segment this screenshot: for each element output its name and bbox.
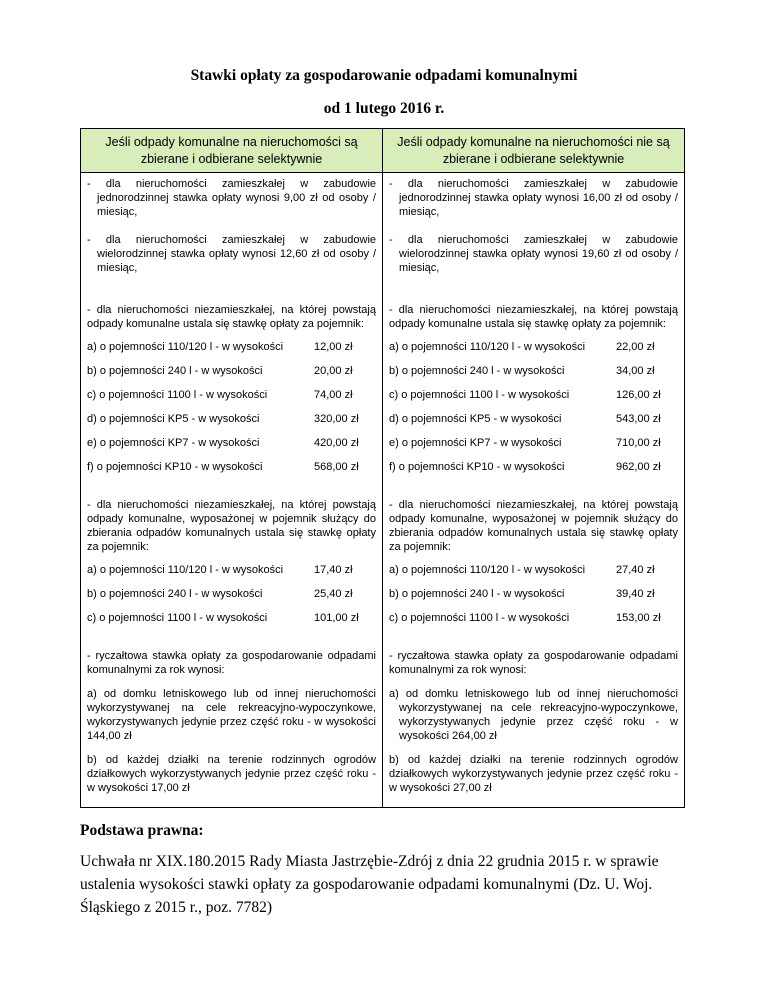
- container-label: a) o pojemności 110/120 l - w wysokości: [389, 564, 586, 576]
- left-container-list: [87, 340, 376, 474]
- right-lump-intro: - ryczałtowa stawka opłaty za gospodarowanie odpadami komunalnymi za rok wynosi:: [389, 650, 678, 676]
- header-selective: Jeśli odpady komunalne na nieruchomości są zbierane i odbierane selektywnie: [81, 129, 383, 173]
- right-equipped-intro: - dla nieruchomości niezamieszkałej, na której powstają odpady komunalne, wyposażonej w pojemnik służący do zbierania odpadów komunalnych ustala się stawkę opłaty za pojemnik:: [389, 499, 678, 553]
- document-title: Stawki opłaty za gospodarowanie odpadami komunalnymi: [190, 67, 578, 84]
- left-lump-allotment: b) od każdej działki na terenie rodzinnych ogrodów działkowych wykorzystywanych jedynie przez część roku - w wysokości 17,00 zł: [87, 754, 376, 794]
- right-container-row: [389, 388, 678, 402]
- container-label: d) o pojemności KP5 - w wysokości: [389, 413, 562, 425]
- container-label: c) o pojemności 1100 l - w wysokości: [389, 389, 570, 401]
- right-container-row: [389, 364, 678, 378]
- container-price: 39,40 zł: [616, 588, 655, 600]
- container-label: a) o pojemności 110/120 l - w wysokości: [87, 341, 284, 353]
- left-lump-cottage: a) od domku letniskowego lub od innej nieruchomości wykorzystywanej na cele rekreacyjno-wypoczynkowe, wykorzystywanych jedynie przez część roku - w wysokości 144,00 zł: [87, 688, 376, 742]
- container-label: c) o pojemności 1100 l - w wysokości: [87, 389, 268, 401]
- container-label: b) o pojemności 240 l - w wysokości: [389, 588, 565, 600]
- legal-basis-text: Uchwała nr XIX.180.2015 Rady Miasta Jastrzębie-Zdrój z dnia 22 grudnia 2015 r. w sprawie ustalenia wysokości stawki opłaty za gospodarowanie odpadami komunalnymi (Dz. U. Woj. Śląskiego z 2015 r., poz. 7782): [80, 853, 659, 916]
- container-price: 320,00 zł: [314, 413, 359, 425]
- right-container-row: [389, 412, 678, 426]
- container-price: 34,00 zł: [616, 365, 655, 377]
- container-price: 568,00 zł: [314, 461, 359, 473]
- right-equipped-row: [389, 611, 678, 625]
- right-uninhabited-intro: - dla nieruchomości niezamieszkałej, na której powstają odpady komunalne ustala się stawkę opłaty za pojemnik:: [389, 304, 678, 330]
- document-subtitle: od 1 lutego 2016 r.: [323, 100, 445, 117]
- container-label: c) o pojemności 1100 l - w wysokości: [389, 612, 570, 624]
- container-price: 74,00 zł: [314, 389, 353, 401]
- left-container-row: [87, 460, 376, 474]
- container-label: e) o pojemności KP7 - w wysokości: [389, 437, 562, 449]
- container-price: 101,00 zł: [314, 612, 359, 624]
- right-equipped-row: [389, 563, 678, 577]
- container-price: 20,00 zł: [314, 365, 353, 377]
- container-label: c) o pojemności 1100 l - w wysokości: [87, 612, 268, 624]
- container-label: b) o pojemności 240 l - w wysokości: [87, 588, 263, 600]
- left-uninhabited-intro: - dla nieruchomości niezamieszkałej, na której powstają odpady komunalne ustala się stawkę opłaty za pojemnik:: [87, 304, 376, 330]
- container-price: 17,40 zł: [314, 564, 353, 576]
- container-price: 12,00 zł: [314, 341, 353, 353]
- container-price: 22,00 zł: [616, 341, 655, 353]
- left-container-row: [87, 388, 376, 402]
- left-equipped-row: [87, 611, 376, 625]
- container-label: b) o pojemności 240 l - w wysokości: [389, 365, 565, 377]
- rates-table: [80, 128, 685, 808]
- container-price: 153,00 zł: [616, 612, 661, 624]
- header-non-selective: Jeśli odpady komunalne na nieruchomości nie są zbierane i odbierane selektywnie: [383, 129, 685, 173]
- container-label: f) o pojemności KP10 - w wysokości: [389, 461, 565, 473]
- container-label: a) o pojemności 110/120 l - w wysokości: [389, 341, 586, 353]
- right-lump-cottage: a) od domku letniskowego lub od innej nieruchomości wykorzystywanej na cele rekreacyjno-wypoczynkowe, wykorzystywanych jedynie przez część roku - w wysokości 264,00 zł: [389, 688, 678, 742]
- container-label: d) o pojemności KP5 - w wysokości: [87, 413, 260, 425]
- container-price: 27,40 zł: [616, 564, 655, 576]
- right-lump-allotment: b) od każdej działki na terenie rodzinnych ogrodów działkowych wykorzystywanych jedynie przez część roku - w wysokości 27,00 zł: [389, 754, 678, 794]
- right-container-list: [389, 340, 678, 474]
- left-equipped-row: [87, 587, 376, 601]
- container-price: 126,00 zł: [616, 389, 661, 401]
- left-equipped-row: [87, 563, 376, 577]
- right-equipped-row: [389, 587, 678, 601]
- container-label: a) o pojemności 110/120 l - w wysokości: [87, 564, 284, 576]
- right-container-row: [389, 340, 678, 354]
- left-container-row: [87, 364, 376, 378]
- left-equipped-intro: - dla nieruchomości niezamieszkałej, na której powstają odpady komunalne, wyposażonej w pojemnik służący do zbierania odpadów komunalnych ustala się stawkę opłaty za pojemnik:: [87, 499, 376, 553]
- container-price: 420,00 zł: [314, 437, 359, 449]
- container-price: 25,40 zł: [314, 588, 353, 600]
- container-price: 710,00 zł: [616, 437, 661, 449]
- container-price: 962,00 zł: [616, 461, 661, 473]
- left-container-row: [87, 412, 376, 426]
- container-price: 543,00 zł: [616, 413, 661, 425]
- right-container-row: [389, 460, 678, 474]
- right-multi-family-rate: - dla nieruchomości zamieszkałej w zabudowie wielorodzinnej stawka opłaty wynosi 19,60 zł od osoby / miesiąc,: [389, 234, 678, 274]
- left-lump-intro: - ryczałtowa stawka opłaty za gospodarowanie odpadami komunalnymi za rok wynosi:: [87, 650, 376, 676]
- container-label: e) o pojemności KP7 - w wysokości: [87, 437, 260, 449]
- right-equipped-list: [389, 563, 678, 625]
- left-container-row: [87, 340, 376, 354]
- container-label: b) o pojemności 240 l - w wysokości: [87, 365, 263, 377]
- left-equipped-list: [87, 563, 376, 625]
- left-container-row: [87, 436, 376, 450]
- left-single-family-rate: - dla nieruchomości zamieszkałej w zabudowie jednorodzinnej stawka opłaty wynosi 9,00 zł od osoby / miesiąc,: [87, 178, 376, 218]
- left-multi-family-rate: - dla nieruchomości zamieszkałej w zabudowie wielorodzinnej stawka opłaty wynosi 12,60 zł od osoby / miesiąc,: [87, 234, 376, 274]
- right-container-row: [389, 436, 678, 450]
- container-label: f) o pojemności KP10 - w wysokości: [87, 461, 263, 473]
- legal-basis-heading: Podstawa prawna:: [80, 822, 204, 839]
- right-single-family-rate: - dla nieruchomości zamieszkałej w zabudowie jednorodzinnej stawka opłaty wynosi 16,00 zł od osoby / miesiąc,: [389, 178, 678, 218]
